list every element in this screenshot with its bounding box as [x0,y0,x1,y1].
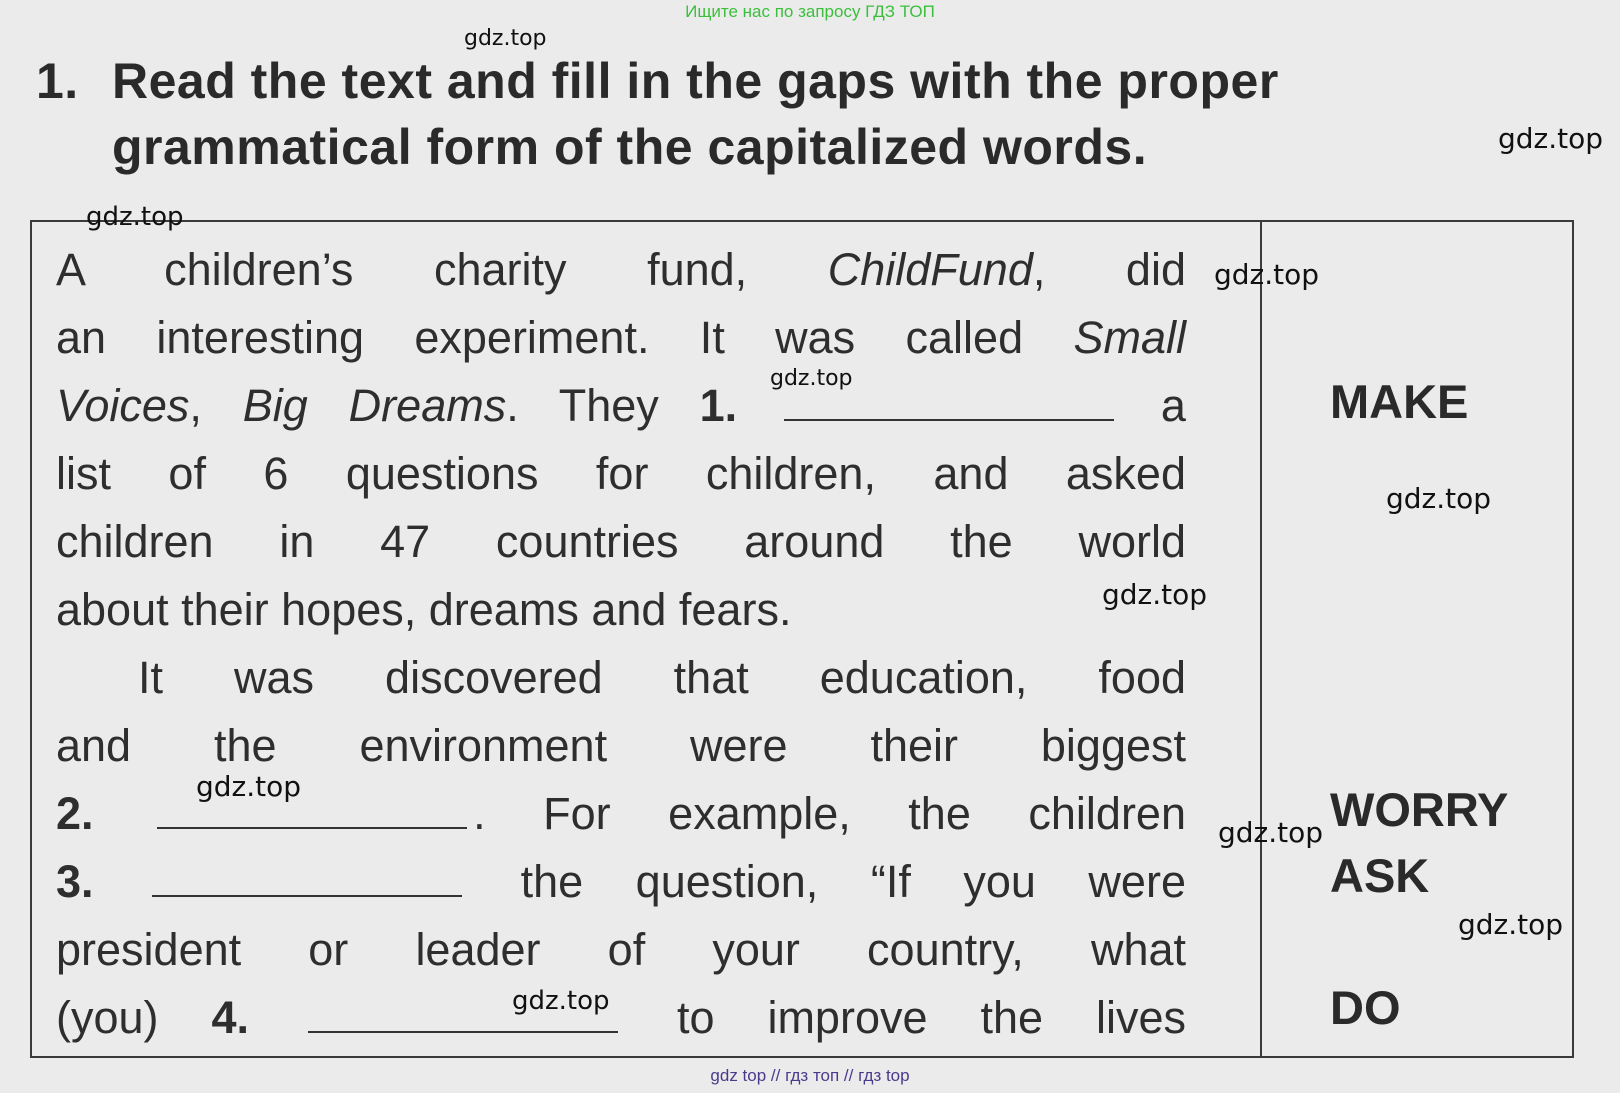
watermark: gdz.top [196,770,302,803]
watermark: gdz.top [770,366,853,391]
watermark: gdz.top [86,202,184,232]
watermark: gdz.top [1458,908,1564,941]
footer: gdz top // гдз топ // гдз top [710,1066,910,1085]
text-line: and the environment were their biggest [56,720,1186,771]
watermark: gdz.top [1498,122,1604,155]
text-line: president or leader of your country, what [56,924,1186,975]
text-line: Voices, Big Dreams. They 1. a [56,380,1186,431]
task-instruction-line-2: grammatical form of the capitalized words. [112,119,1148,175]
task-instruction-line-1: Read the text and fill in the gaps with the proper [112,53,1279,109]
text-line: about their hopes, dreams and fears. [56,584,792,635]
text-line: children in 47 countries around the world [56,516,1186,567]
keyword-worry: WORRY [1330,783,1509,836]
gap-number-4: 4. [211,992,250,1043]
text-line: A children’s charity fund, ChildFund, did [56,244,1186,295]
exercise-text [56,236,1186,1052]
text-line: 3. the question, “If you were [56,856,1186,907]
text-line: 2. . For example, the children [56,788,1186,839]
watermark: gdz.top [464,26,547,51]
text-line: It was discovered that education, food [138,652,1186,703]
task-number: 1. [36,53,79,109]
text-line: (you) 4. to improve the lives [56,992,1186,1043]
keyword-make: MAKE [1330,375,1469,428]
watermark: gdz.top [1218,816,1324,849]
watermark: gdz.top [1214,258,1320,291]
keyword-ask: ASK [1330,849,1430,902]
keyword-do: DO [1330,981,1401,1034]
top-banner: Ищите нас по запросу ГДЗ ТОП [685,2,935,21]
gap-number-3: 3. [56,856,94,907]
text-line: an interesting experiment. It was called Small [56,312,1186,363]
watermark: gdz.top [512,986,610,1016]
gap-number-2: 2. [56,788,94,839]
column-divider [1260,220,1262,1058]
text-line: list of 6 questions for children, and asked [56,448,1186,499]
watermark: gdz.top [1102,578,1208,611]
watermark: gdz.top [1386,482,1492,515]
gap-number-1: 1. [699,380,738,431]
gap-3-blank[interactable] [152,857,462,897]
